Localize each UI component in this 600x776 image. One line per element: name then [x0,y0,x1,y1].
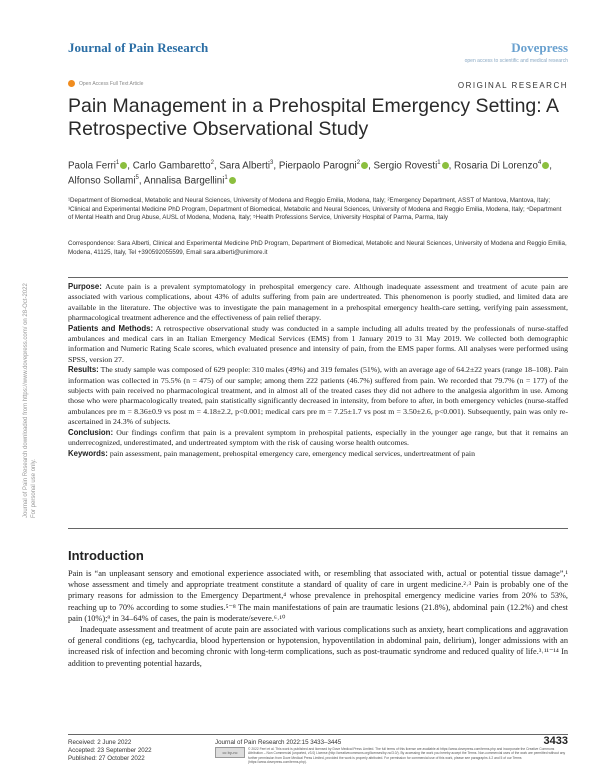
side-note-line-2: For personal use only. [31,459,37,518]
introduction-body [68,568,568,669]
license-block [215,747,568,764]
correspondence: Correspondence: Sara Alberti, Clinical and Experimental Medicine PhD Program, Department of Biomedical, Metabolic and Neural Sciences, University of Modena and Reggio Emilia, Modena, 41125, Italy, Tel +390592055599, Email sara.alberti@unimore.it [68,240,567,256]
methods-label: Patients and Methods: [68,323,154,333]
results-text: The study sample was composed of 629 people: 310 males (49%) and 319 females (51%), with an average age of 64.2±22 years (range 18–108). Pain information was collected in 75.5% (n = 475) of our sample; among them 222 patients (46.7%) suffered from pain. We recorded that 79.7% (n = 177) of the subjects with pain received no pharmacological treatment, and in almost all of the treated cases they did not adhere to the analgesia algorithm in use. Among those who were pharmacologically treated, pain statistically significantly decreased in intensity, from before to after, in both emergency vehicles (nurse-staffed ambulances pre m = 8.36±0.9 vs post m = 4.18±2.2, p<0.001; medical cars pre m = 7.25±1.7 vs post m = 3.50±2.6, p<0.001). Subsequently, pain was only re-ascertained in 24.3% of subjects. [68,365,568,427]
article-dates [68,739,152,763]
purpose-label: Purpose: [68,282,102,291]
author-affiliation-number: 1 [115,160,120,166]
abstract-top-rule [68,277,568,278]
author-name: Pierpaolo Parogni [278,160,357,172]
affiliations: ¹Department of Biomedical, Metabolic and Neural Sciences, University of Modena and Reggio Emilia, Modena, Italy; ²Emergency Department, ASST of Mantova, Mantova, Italy; ³Clinical and Experimental Medicine PhD Program, Department of Biomedical, Metabolic and Neural Sciences, University of Modena and Reggio Emilia, Modena, Italy; ⁴Department of Mental Health and Drug Abuse, AUSL of Modena, Modena, Italy; ⁵Health Professions Service, University Hospital of Parma, Parma, Italy [68,197,562,222]
abstract-bottom-rule [68,528,568,529]
open-access-icon [68,80,75,87]
intro-paragraph-2: Inadequate assessment and treatment of acute pain are associated with various complications such as anxiety, heart complications and aggravation of general conditions (eg, tachycardia, blood hypertension or hypotension, hypoventilation in abdominal pain, delirium), longer admissions with an increased risk of infection and becoming chronic with long-term complications, such as post-traumatic syndrome and reduced quality of life.³˒¹¹⁻¹⁴ In addition to preventing potential hazards, [68,625,568,668]
author-list: Paola Ferri$^1$ , Carlo Gambaretto$^2$, Sara Alberti$^3$, Pierpaolo Parogni$^2$ , Sergio Rovesti$^1$ , Rosaria Di Lorenzo$^4$ , Alfonso Sollami$^5$, Annalisa Bargellini$^1$ [68,160,552,187]
author-affiliation-number: 2 [356,160,361,166]
footer-rule [68,734,568,735]
author-affiliation-number: 3 [270,160,274,166]
author-affiliation-number: 1 [437,160,441,166]
citation: Journal of Pain Research 2022:15 3433–3445 [215,739,342,746]
purpose-text: Acute pain is a prevalent symptomatology in prehospital emergency care. Although inadequate assessment and treatment of acute pain are associated with various complications, about 43% of adults suffering from pain are undertreated. This phenomenon is poorly studied, and limited data are available in the literature. The objective was to investigate the pain management in a prehospital emergency health-care setting, verifying pain assessment, pharmacological treatment adherence and the effectiveness of pain relief therapy. [68,282,568,323]
publisher-tagline: open access to scientific and medical research [464,58,568,64]
section-heading: Introduction [68,548,144,563]
page-number: 3433 [543,735,568,747]
publisher-name: Dovepress [511,40,568,55]
publisher-logo[interactable] [465,40,568,64]
results-label: Results: [68,365,99,375]
orcid-icon[interactable] [442,162,449,169]
open-access-text: Open Access Full Text Article [79,80,144,87]
article-type: ORIGINAL RESEARCH [457,81,568,90]
received-date: Received: 2 June 2022 [68,739,132,746]
orcid-icon[interactable] [361,162,368,169]
conclusion-text: Our findings confirm that pain is a prevalent symptom in prehospital patients, especially in the younger age range, but that it remains an underrecognized, underestimated, and undertreated symptom with the risk of causing worse health outcomes. [68,427,569,448]
intro-paragraph-1: Pain is “an unpleasant sensory and emotional experience associated with, or resembling that associated with, actual or potential tissue damage”,¹ whose assessment and timely and appropriate treatment constitute a standard of quality of care in urgent medicine.²˒³ Pain is probably one of the primary reasons for admission to the Emergency Department,⁴ whose prevalence in prehospital emergency medicine varies from 20% to 53%, reaching up to 70% according to some studies.⁵⁻⁸ The main manifestations of pain are traumatic lesions (21.8%), abdominal pain (12.2%) and chest pain (10%);⁹ in 34–64% of cases, the pain is moderate/severe.⁶˒¹⁰ [68,569,568,623]
author-affiliation-number: 1 [224,175,228,182]
orcid-icon[interactable] [120,162,127,169]
author-name: Carlo Gambaretto [132,160,211,172]
journal-name[interactable]: Journal of Pain Research [68,40,209,55]
keywords-label: Keywords: [68,448,108,458]
published-date: Published: 27 October 2022 [68,755,145,762]
author-name: Annalisa Bargellini [143,175,225,187]
accepted-date: Accepted: 23 September 2022 [68,747,152,754]
cc-license-icon[interactable]: cc by-nc [215,747,245,758]
orcid-icon[interactable] [542,162,549,169]
methods-text: A retrospective observational study was conducted in a sample including all adults treated by the professionals of nurse-staffed ambulances and medical cars in an Italian Emergency Medical Services (EMS) from 1 January 2019 to 31 May 2019. We collected both demographic information and Numeric Rating Scale scores, which evaluated presence and intensity of pain, from the EMS paper forms. All analyses were performed using SPSS, version 27. [68,323,568,364]
author-affiliation-number: 4 [537,160,542,166]
side-note-line-1: Journal of Pain Research downloaded from https://www.dovepress.com/ on 28-Oct-2022 [23,283,29,518]
author-name: Rosaria Di Lorenzo [454,160,538,172]
author-name: Sara Alberti [219,160,271,172]
orcid-icon[interactable] [229,177,236,184]
author-affiliation-number: 2 [210,160,214,166]
abstract [68,282,568,459]
author-affiliation-number: 5 [135,175,139,182]
license-text: © 2022 Ferri et al. This work is published and licensed by Dove Medical Press Limited. The full terms of this license are available at https://www.dovepress.com/terms.php and incorporate the Creative Commons Attribution – Non Commercial (unported, v3.0) License (http://creativecommons.org/licenses/by-nc/3.0/). By accessing the work you hereby accept the Terms. Non-commercial uses of the work are permitted without any further permission from Dove Medical Press Limited, provided the work is properly attributed. For permission for commercial use of this work, please see paragraphs 4.2 and 5 of our Terms (https://www.dovepress.com/terms.php). [248,747,566,764]
keywords-text: pain assessment, pain management, prehospital emergency care, emergency medical services, undertreatment of pain [109,448,475,458]
article-title: Pain Management in a Prehospital Emergency Setting: A Retrospective Observational Study [68,95,558,140]
author-name: Sergio Rovesti [373,160,438,172]
download-side-note [22,283,38,518]
open-access-label [68,80,143,87]
conclusion-label: Conclusion: [68,427,114,437]
author-name: Paola Ferri [68,160,116,172]
author-name: Alfonso Sollami [68,175,136,187]
